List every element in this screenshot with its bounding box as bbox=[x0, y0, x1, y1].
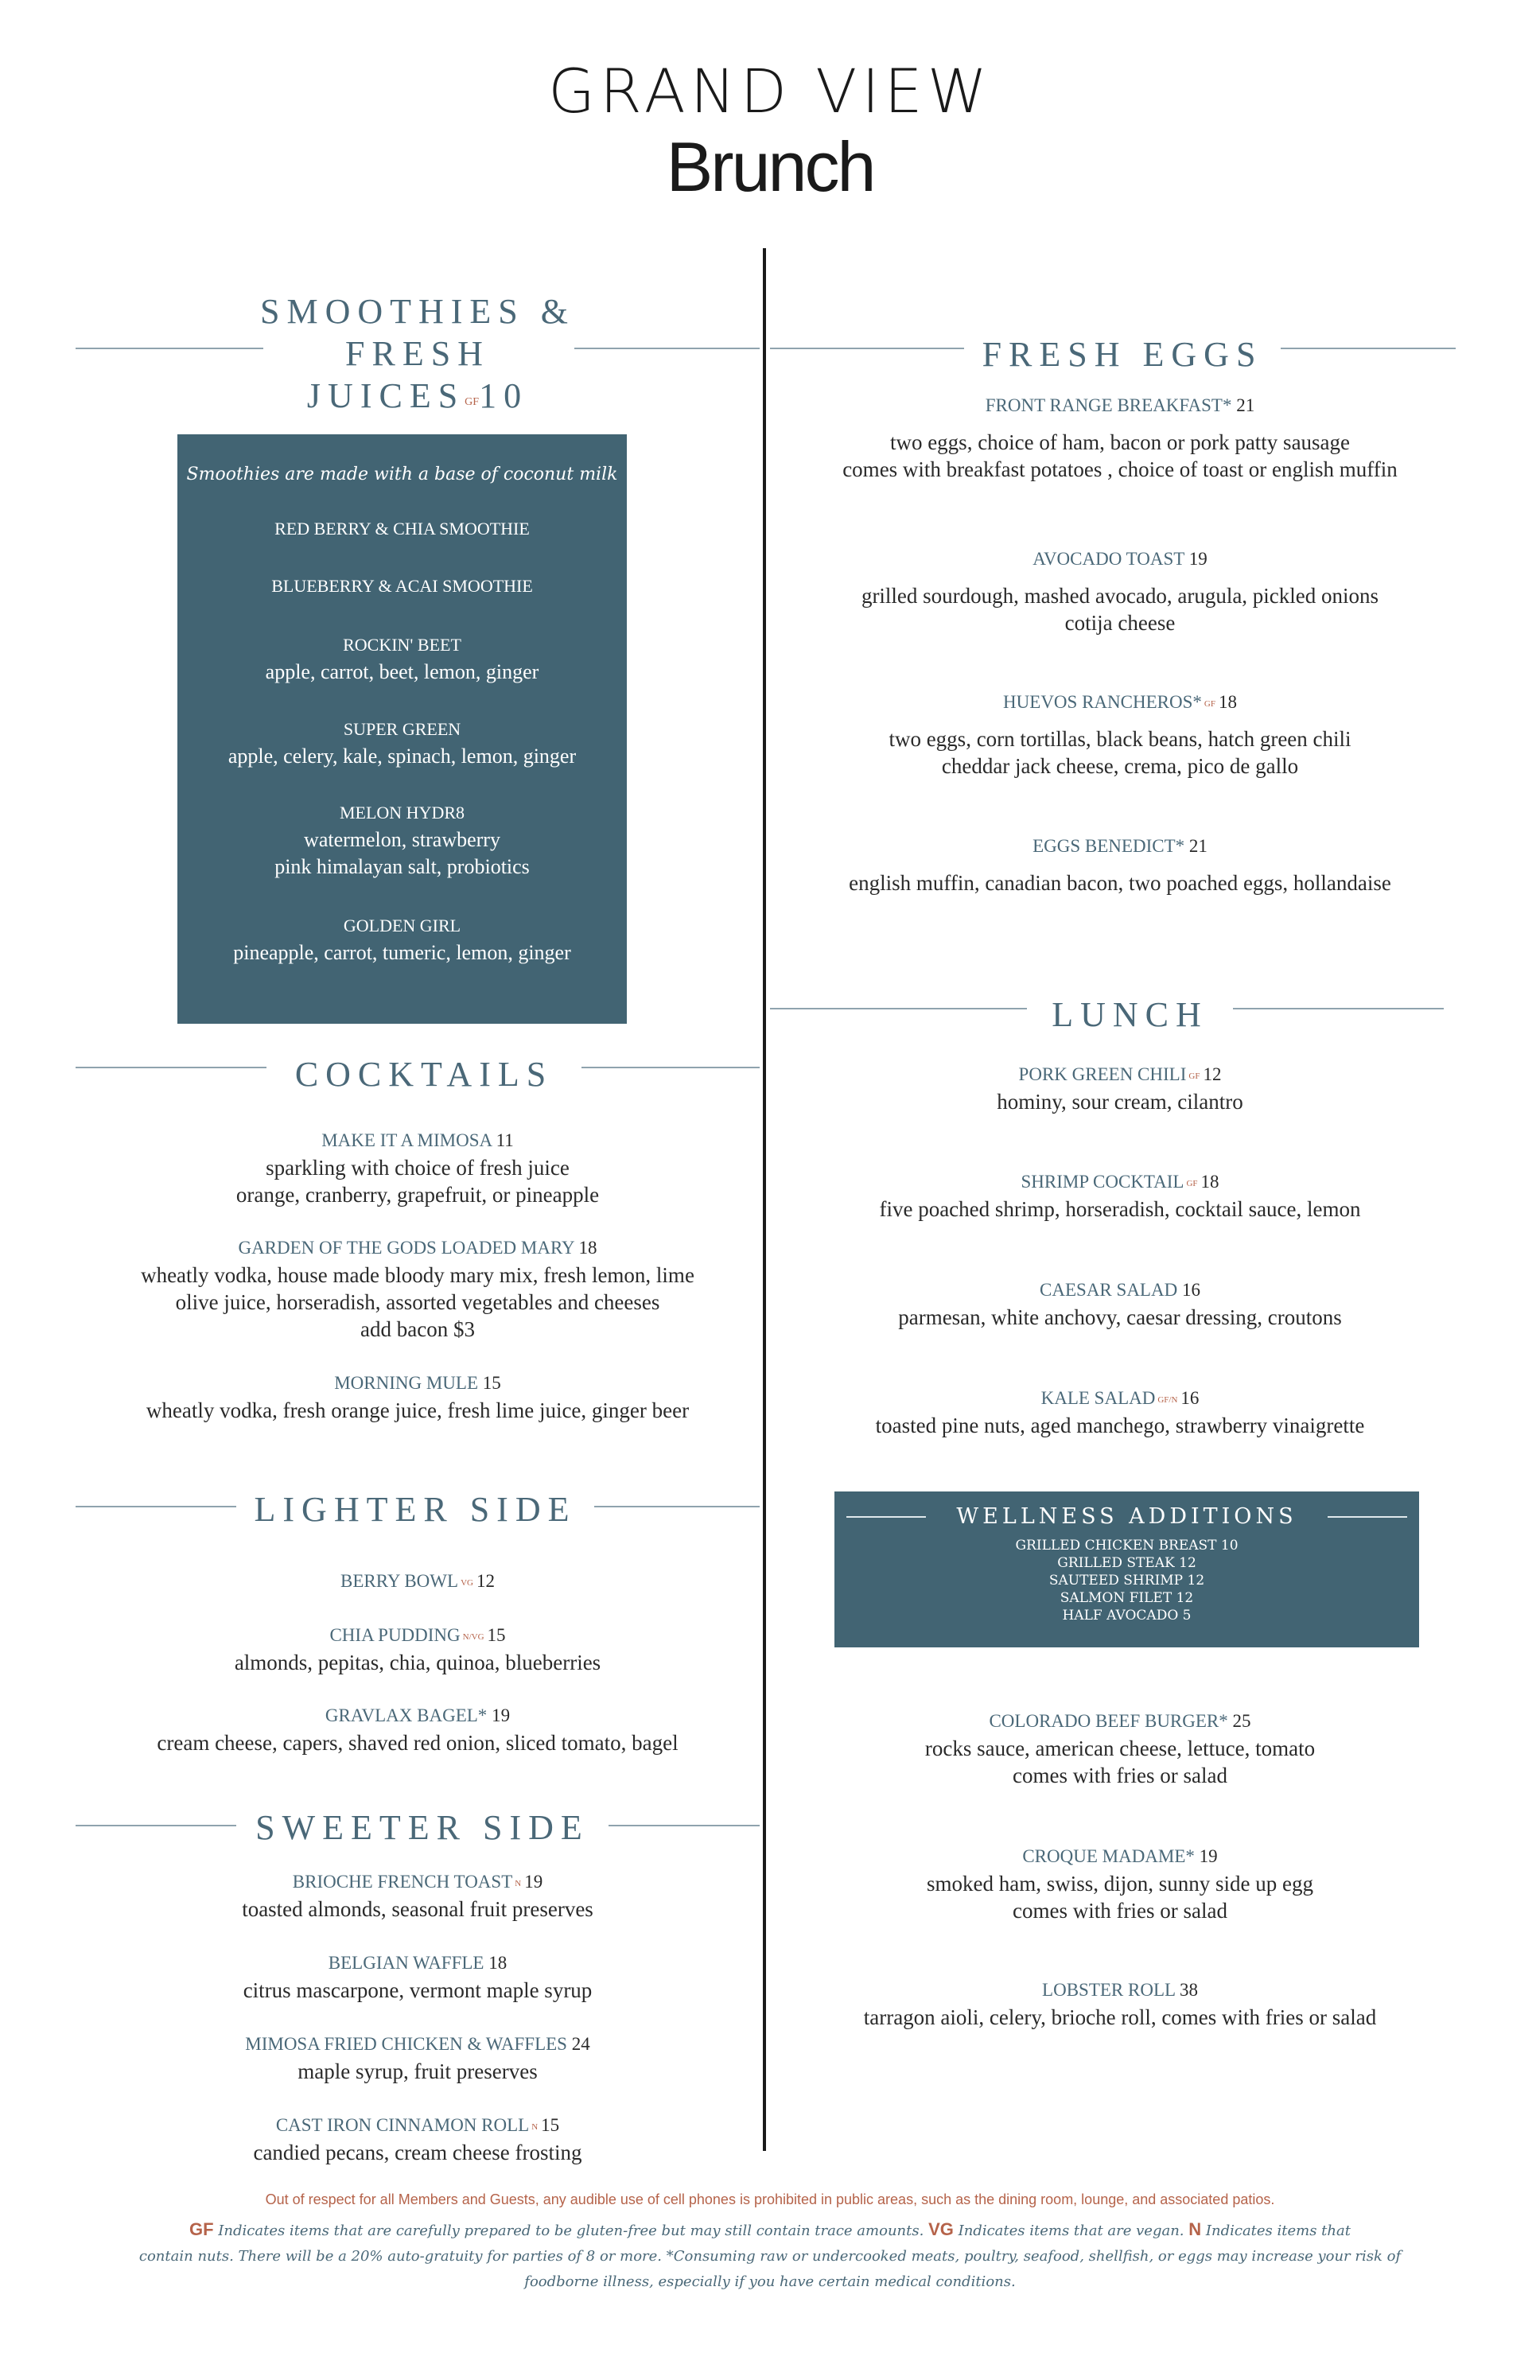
item-name-line bbox=[770, 1385, 1470, 1412]
item-name: CAST IRON CINNAMON ROLL bbox=[275, 2115, 530, 2135]
item-name: HUEVOS RANCHEROS* bbox=[1003, 692, 1202, 712]
item-description: rocks sauce, american cheese, lettuce, tomato bbox=[924, 1736, 1316, 1760]
item-description: add bacon $3 bbox=[360, 1317, 475, 1341]
wellness-item: SALMON FILET 12 bbox=[1060, 1590, 1194, 1606]
item-description: wheatly vodka, fresh orange juice, fresh lime juice, ginger beer bbox=[146, 1398, 690, 1422]
item-name-line bbox=[76, 2112, 760, 2139]
item-price: 25 bbox=[1232, 1711, 1251, 1731]
item-name: BRIOCHE FRENCH TOAST bbox=[292, 1872, 513, 1892]
item-name: CHIA PUDDING bbox=[329, 1625, 461, 1645]
dietary-tag: GF bbox=[1204, 699, 1215, 709]
item-price: 15 bbox=[487, 1625, 506, 1645]
item-name: BLUEBERRY & ACAI SMOOTHIE bbox=[271, 576, 533, 596]
menu-title: Brunch bbox=[666, 127, 874, 206]
dietary-tag: N/VG bbox=[462, 1632, 484, 1642]
price: 10 bbox=[479, 376, 529, 415]
item-name-line bbox=[177, 515, 627, 542]
item-name: FRONT RANGE BREAKFAST* bbox=[985, 395, 1232, 415]
item-description: tarragon aioli, celery, brioche roll, comes with fries or salad bbox=[863, 2005, 1377, 2029]
item-name: PORK GREEN CHILI bbox=[1018, 1064, 1187, 1084]
item-description: watermelon, strawberry bbox=[304, 828, 500, 851]
divider-line bbox=[76, 1067, 266, 1068]
menu-item bbox=[770, 1977, 1470, 2031]
item-name-line bbox=[177, 716, 627, 743]
item-description: maple syrup, fruit preserves bbox=[298, 2059, 538, 2083]
menu-item bbox=[770, 1277, 1470, 1331]
item-price: 16 bbox=[1181, 1280, 1200, 1300]
menu-item bbox=[770, 1385, 1470, 1439]
menu-item bbox=[177, 573, 627, 600]
item-price: 18 bbox=[1218, 692, 1237, 712]
menu-item bbox=[177, 912, 627, 966]
item-description: almonds, pepitas, chia, quinoa, blueberries bbox=[234, 1651, 601, 1674]
item-description: citrus mascarpone, vermont maple syrup bbox=[243, 1978, 593, 2002]
item-name-line bbox=[177, 632, 627, 659]
item-description: pink himalayan salt, probiotics bbox=[274, 855, 530, 878]
wellness-item: HALF AVOCADO 5 bbox=[1062, 1608, 1192, 1624]
item-name-line bbox=[770, 1843, 1470, 1870]
vg-label: VG bbox=[928, 2219, 954, 2239]
menu-item bbox=[770, 689, 1470, 780]
menu-item bbox=[177, 632, 627, 686]
item-price: 19 bbox=[492, 1705, 511, 1725]
item-name: CAESAR SALAD bbox=[1040, 1280, 1178, 1300]
item-name: KALE SALAD bbox=[1040, 1388, 1156, 1408]
gf-text: Indicates items that are carefully prepared to be gluten-free but may still contain trace amounts. bbox=[218, 2222, 924, 2239]
item-price: 15 bbox=[482, 1373, 501, 1393]
item-name-line bbox=[76, 1950, 760, 1977]
item-name: EGGS BENEDICT* bbox=[1032, 836, 1185, 856]
item-price: 12 bbox=[476, 1571, 495, 1591]
divider-line bbox=[581, 1067, 760, 1068]
divider-line bbox=[770, 348, 964, 349]
menu-item bbox=[76, 1869, 760, 1923]
item-description: comes with fries or salad bbox=[1013, 1899, 1227, 1923]
menu-item bbox=[76, 1568, 760, 1595]
divider-line bbox=[76, 1506, 236, 1507]
item-price: 19 bbox=[1188, 549, 1208, 569]
item-price: 11 bbox=[496, 1130, 514, 1150]
food-safety-notice: foodborne illness, especially if you have certain medical conditions. bbox=[524, 2273, 1016, 2290]
item-name: GARDEN OF THE GODS LOADED MARY bbox=[238, 1238, 574, 1258]
item-price: 21 bbox=[1236, 395, 1255, 415]
item-price: 18 bbox=[1200, 1172, 1219, 1192]
section-heading-lighter-side: LIGHTER SIDE bbox=[254, 1490, 577, 1529]
dietary-tag: GF bbox=[465, 396, 480, 408]
item-description: grilled sourdough, mashed avocado, arugula, pickled onions bbox=[861, 584, 1379, 608]
heading-line bbox=[239, 375, 597, 417]
menu-item bbox=[770, 1169, 1470, 1223]
item-description: hominy, sour cream, cilantro bbox=[997, 1090, 1243, 1114]
item-name: MIMOSA FRIED CHICKEN & WAFFLES bbox=[245, 2034, 567, 2054]
wellness-item: GRILLED STEAK 12 bbox=[1057, 1555, 1196, 1571]
menu-item bbox=[76, 1950, 760, 2004]
divider-line bbox=[609, 1825, 760, 1826]
item-name-line bbox=[770, 546, 1470, 573]
section-heading-fresh-eggs: FRESH EGGS bbox=[982, 335, 1263, 374]
item-description: toasted almonds, seasonal fruit preserves bbox=[242, 1897, 593, 1921]
item-name-line bbox=[770, 689, 1470, 716]
dietary-tag: N bbox=[515, 1879, 522, 1888]
n-text: Indicates items that bbox=[1205, 2222, 1351, 2239]
item-price: 16 bbox=[1180, 1388, 1200, 1408]
item-description: sparkling with choice of fresh juice bbox=[266, 1156, 570, 1180]
item-name-line bbox=[770, 1061, 1470, 1088]
menu-item bbox=[770, 392, 1470, 483]
item-name: MAKE IT A MIMOSA bbox=[321, 1130, 492, 1150]
item-name-line bbox=[76, 1370, 760, 1397]
item-name-line bbox=[76, 1127, 760, 1154]
item-name-line bbox=[76, 2031, 760, 2058]
menu-item bbox=[177, 515, 627, 542]
section-heading-sweeter-side: SWEETER SIDE bbox=[255, 1808, 589, 1847]
item-name: AVOCADO TOAST bbox=[1032, 549, 1184, 569]
item-name-line bbox=[76, 1622, 760, 1649]
item-price: 38 bbox=[1179, 1980, 1198, 2000]
divider-line bbox=[76, 1825, 236, 1826]
restaurant-logo-title: GRAND VIEW bbox=[548, 56, 992, 126]
item-description: cheddar jack cheese, crema, pico de gallo bbox=[941, 754, 1299, 778]
wellness-heading: WELLNESS ADDITIONS bbox=[956, 1504, 1297, 1529]
item-description: smoked ham, swiss, dijon, sunny side up egg bbox=[927, 1872, 1313, 1896]
item-description: comes with fries or salad bbox=[1013, 1764, 1227, 1787]
vg-text: Indicates items that are vegan. bbox=[958, 2222, 1184, 2239]
wellness-item: GRILLED CHICKEN BREAST 10 bbox=[1015, 1538, 1239, 1554]
item-name-line bbox=[177, 573, 627, 600]
item-description: english muffin, canadian bacon, two poached eggs, hollandaise bbox=[849, 871, 1391, 895]
dietary-tag: GF/N bbox=[1157, 1395, 1178, 1405]
divider-line bbox=[574, 348, 760, 349]
item-description: cotija cheese bbox=[1064, 611, 1176, 635]
menu-item bbox=[76, 1702, 760, 1756]
item-name: RED BERRY & CHIA SMOOTHIE bbox=[274, 519, 530, 539]
item-description: orange, cranberry, grapefruit, or pineapple bbox=[235, 1183, 600, 1207]
wellness-additions-panel bbox=[834, 1491, 1419, 1647]
item-name-line bbox=[76, 1702, 760, 1729]
item-description: pineapple, carrot, tumeric, lemon, ginger bbox=[233, 941, 571, 964]
divider-line bbox=[594, 1506, 760, 1507]
divider-line bbox=[1281, 348, 1456, 349]
item-price: 15 bbox=[541, 2115, 560, 2135]
divider-line bbox=[770, 1008, 1027, 1009]
dietary-tag: VG bbox=[461, 1578, 473, 1588]
item-description: apple, carrot, beet, lemon, ginger bbox=[265, 660, 539, 683]
item-name-line bbox=[177, 799, 627, 826]
item-name: ROCKIN' BEET bbox=[343, 635, 461, 655]
menu-item bbox=[76, 1370, 760, 1424]
dietary-tag: N bbox=[531, 2122, 539, 2132]
wellness-list bbox=[834, 1537, 1419, 1624]
item-name-line bbox=[76, 1869, 760, 1896]
item-description: toasted pine nuts, aged manchego, strawberry vinaigrette bbox=[875, 1414, 1365, 1437]
item-name: BERRY BOWL bbox=[340, 1571, 459, 1591]
item-description: candied pecans, cream cheese frosting bbox=[253, 2141, 582, 2164]
item-name-line bbox=[770, 1708, 1470, 1735]
menu-item bbox=[770, 1061, 1470, 1115]
menu-item bbox=[76, 2112, 760, 2166]
item-name-line bbox=[177, 912, 627, 939]
divider-line bbox=[1233, 1008, 1444, 1009]
heading-text: JUICES bbox=[306, 376, 465, 415]
item-name-line bbox=[76, 1235, 760, 1262]
menu-item bbox=[76, 1235, 760, 1343]
item-name: CROQUE MADAME* bbox=[1022, 1846, 1195, 1866]
dietary-legend bbox=[0, 2216, 1540, 2245]
item-name: COLORADO BEEF BURGER* bbox=[989, 1711, 1228, 1731]
item-name: MELON HYDR8 bbox=[339, 803, 465, 822]
menu-item bbox=[770, 833, 1470, 896]
wellness-item: SAUTEED SHRIMP 12 bbox=[1048, 1573, 1205, 1589]
item-name: GOLDEN GIRL bbox=[343, 916, 461, 935]
dietary-tag: GF bbox=[1186, 1179, 1198, 1188]
section-heading-smoothies bbox=[239, 290, 597, 417]
item-price: 24 bbox=[571, 2034, 590, 2054]
item-name: SUPER GREEN bbox=[343, 719, 461, 739]
item-price: 21 bbox=[1188, 836, 1208, 856]
heading-line: FRESH bbox=[345, 334, 490, 373]
smoothies-note: Smoothies are made with a base of coconut milk bbox=[186, 465, 618, 484]
item-description: comes with breakfast potatoes , choice of toast or english muffin bbox=[842, 457, 1398, 481]
item-price: 19 bbox=[1199, 1846, 1218, 1866]
section-heading-cocktails: COCKTAILS bbox=[294, 1055, 554, 1094]
gf-label: GF bbox=[189, 2219, 214, 2239]
divider-line bbox=[76, 348, 263, 349]
menu-item bbox=[177, 716, 627, 770]
item-name: LOBSTER ROLL bbox=[1042, 1980, 1176, 2000]
dietary-tag: GF bbox=[1188, 1071, 1200, 1081]
item-description: two eggs, choice of ham, bacon or pork patty sausage bbox=[889, 430, 1351, 454]
menu-item bbox=[770, 1708, 1470, 1789]
item-description: olive juice, horseradish, assorted vegetables and cheeses bbox=[175, 1290, 660, 1314]
menu-item bbox=[177, 799, 627, 881]
item-name-line bbox=[770, 1977, 1470, 2004]
item-description: apple, celery, kale, spinach, lemon, ginger bbox=[228, 745, 577, 768]
item-name-line bbox=[76, 1568, 760, 1595]
item-description: cream cheese, capers, shaved red onion, sliced tomato, bagel bbox=[157, 1731, 679, 1755]
menu-item bbox=[76, 2031, 760, 2085]
item-description: two eggs, corn tortillas, black beans, hatch green chili bbox=[889, 727, 1351, 751]
item-price: 19 bbox=[524, 1872, 543, 1892]
item-price: 18 bbox=[488, 1953, 508, 1973]
item-name-line bbox=[770, 833, 1470, 860]
n-label: N bbox=[1188, 2219, 1202, 2239]
item-name: SHRIMP COCKTAIL bbox=[1021, 1172, 1184, 1192]
item-name: BELGIAN WAFFLE bbox=[328, 1953, 484, 1973]
item-price: 18 bbox=[578, 1238, 597, 1258]
item-name-line bbox=[770, 1277, 1470, 1304]
item-name-line bbox=[770, 1169, 1470, 1196]
heading-line: SMOOTHIES & bbox=[259, 292, 576, 331]
menu-item bbox=[770, 546, 1470, 636]
item-name-line bbox=[770, 392, 1470, 419]
menu-item bbox=[76, 1127, 760, 1208]
item-price: 12 bbox=[1203, 1064, 1222, 1084]
item-name: GRAVLAX BAGEL* bbox=[325, 1705, 488, 1725]
column-divider bbox=[763, 248, 766, 2151]
cell-phone-notice: Out of respect for all Members and Guests, any audible use of cell phones is prohibited in public areas, such as the dining room, lounge, and associated patios. bbox=[265, 2191, 1275, 2207]
item-description: five poached shrimp, horseradish, cocktail sauce, lemon bbox=[879, 1197, 1361, 1221]
menu-item bbox=[76, 1622, 760, 1676]
menu-item bbox=[770, 1843, 1470, 1924]
item-description: parmesan, white anchovy, caesar dressing, croutons bbox=[898, 1305, 1342, 1329]
item-description: wheatly vodka, house made bloody mary mix, fresh lemon, lime bbox=[141, 1263, 694, 1287]
item-name: MORNING MULE bbox=[334, 1373, 479, 1393]
section-heading-lunch: LUNCH bbox=[1052, 995, 1208, 1034]
gratuity-notice: contain nuts. There will be a 20% auto-gratuity for parties of 8 or more. *Consuming raw or undercooked meats, poultry, seafood, shellfish, or eggs may increase your risk of bbox=[138, 2248, 1402, 2265]
